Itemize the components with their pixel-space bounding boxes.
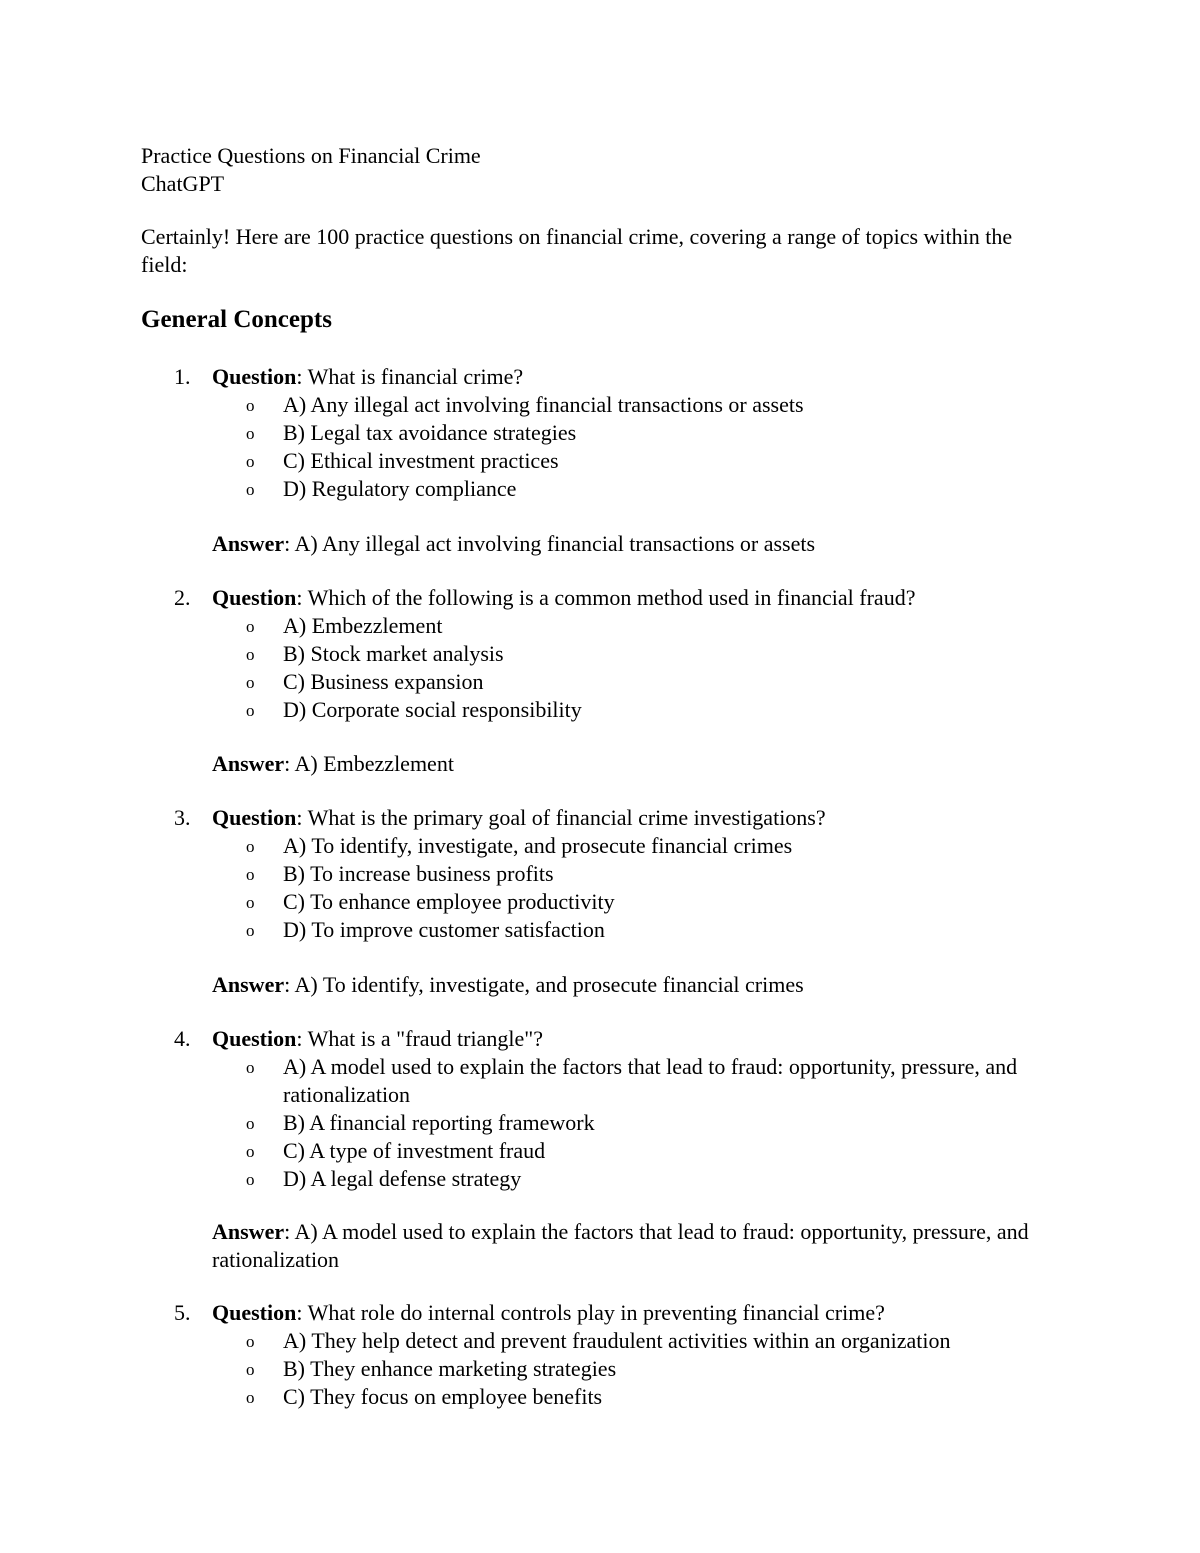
- answer-text: : A) A model used to explain the factors that lead to fraud: opportunity, pressure, and rationalization: [212, 1219, 1029, 1272]
- option-text: C) Business expansion: [283, 669, 484, 694]
- bullet-icon: o: [246, 1388, 255, 1407]
- option-text: B) Legal tax avoidance strategies: [283, 420, 577, 445]
- bullet-icon: o: [246, 1332, 255, 1351]
- bullet-icon: o: [246, 424, 255, 443]
- answer-label: Answer: [212, 531, 285, 556]
- answer-line: [212, 750, 1072, 778]
- bullet-icon: o: [246, 617, 255, 636]
- answer-label: Answer: [212, 972, 285, 997]
- option-text: D) Regulatory compliance: [283, 476, 517, 501]
- question-label: Question: [212, 805, 297, 830]
- document-title: Practice Questions on Financial Crime: [141, 143, 481, 168]
- bullet-icon: o: [246, 645, 255, 664]
- answer-label: Answer: [212, 751, 285, 776]
- option-text: B) They enhance marketing strategies: [283, 1356, 617, 1381]
- bullet-icon: o: [246, 1114, 255, 1133]
- question-number: 2.: [174, 585, 191, 610]
- option-text: B) A financial reporting framework: [283, 1110, 595, 1135]
- bullet-icon: o: [246, 452, 255, 471]
- option-text: B) Stock market analysis: [283, 641, 504, 666]
- option-text: A) Any illegal act involving financial transactions or assets: [283, 392, 804, 417]
- option-text: D) To improve customer satisfaction: [283, 917, 605, 942]
- question-text: [212, 1025, 543, 1053]
- question-number: 1.: [174, 364, 191, 389]
- section-heading: General Concepts: [141, 306, 332, 333]
- document-author: ChatGPT: [141, 171, 225, 196]
- bullet-icon: o: [246, 480, 255, 499]
- question-body: : What is financial crime?: [296, 364, 524, 389]
- question-number: 3.: [174, 805, 191, 830]
- answer-line: [212, 530, 1072, 558]
- question-number: 4.: [174, 1026, 191, 1051]
- bullet-icon: o: [246, 865, 255, 884]
- question-text: [212, 1299, 885, 1327]
- answer-line: [212, 971, 1072, 999]
- question-label: Question: [212, 585, 297, 610]
- option-text: A) A model used to explain the factors that lead to fraud: opportunity, pressure, and rationalization: [283, 1054, 1018, 1107]
- bullet-icon: o: [246, 921, 255, 940]
- bullet-icon: o: [246, 701, 255, 720]
- bullet-icon: o: [246, 673, 255, 692]
- bullet-icon: o: [246, 837, 255, 856]
- question-label: Question: [212, 1300, 297, 1325]
- question-body: : Which of the following is a common method used in financial fraud?: [296, 585, 916, 610]
- option-text: A) Embezzlement: [283, 613, 443, 638]
- question-text: [212, 584, 915, 612]
- answer-text: : A) To identify, investigate, and prosecute financial crimes: [284, 972, 804, 997]
- question-label: Question: [212, 1026, 297, 1051]
- question-number: 5.: [174, 1300, 191, 1325]
- answer-text: : A) Any illegal act involving financial transactions or assets: [284, 531, 816, 556]
- option-text: C) A type of investment fraud: [283, 1138, 546, 1163]
- bullet-icon: o: [246, 1142, 255, 1161]
- answer-text: : A) Embezzlement: [284, 751, 454, 776]
- question-text: [212, 804, 826, 832]
- option-text: A) They help detect and prevent fraudulent activities within an organization: [283, 1328, 951, 1353]
- bullet-icon: o: [246, 1360, 255, 1379]
- bullet-icon: o: [246, 1058, 255, 1077]
- intro-paragraph: [141, 223, 1061, 279]
- option-text: B) To increase business profits: [283, 861, 554, 886]
- question-body: : What is a "fraud triangle"?: [296, 1026, 543, 1051]
- question-label: Question: [212, 364, 297, 389]
- question-text: [212, 363, 523, 391]
- option-text: C) To enhance employee productivity: [283, 889, 615, 914]
- question-body: : What is the primary goal of financial crime investigations?: [296, 805, 826, 830]
- option-text: C) They focus on employee benefits: [283, 1384, 603, 1409]
- intro-text: Certainly! Here are 100 practice questions on financial crime, covering a range of topics within the field:: [141, 224, 1013, 277]
- answer-line: [212, 1218, 1062, 1274]
- option-text: C) Ethical investment practices: [283, 448, 559, 473]
- answer-label: Answer: [212, 1219, 285, 1244]
- option-text: D) A legal defense strategy: [283, 1166, 522, 1191]
- bullet-icon: o: [246, 893, 255, 912]
- bullet-icon: o: [246, 396, 255, 415]
- option-text: A) To identify, investigate, and prosecute financial crimes: [283, 833, 793, 858]
- option-text: D) Corporate social responsibility: [283, 697, 582, 722]
- question-body: : What role do internal controls play in preventing financial crime?: [296, 1300, 885, 1325]
- document-header: [141, 142, 1061, 198]
- bullet-icon: o: [246, 1170, 255, 1189]
